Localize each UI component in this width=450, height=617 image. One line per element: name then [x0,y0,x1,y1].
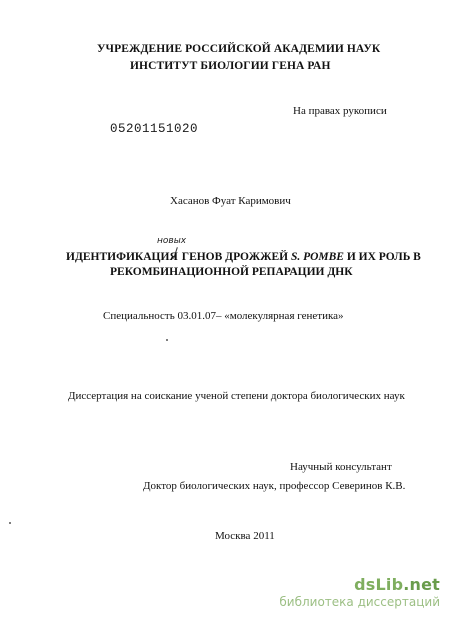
institution-header-line1: УЧРЕЖДЕНИЕ РОССИЙСКОЙ АКАДЕМИИ НАУК [97,43,381,55]
dissertation-type: Диссертация на соискание ученой степени доктора биологических наук [68,390,405,402]
thesis-title-line1 [66,252,421,264]
watermark-subtitle: библиотека диссертаций [279,595,440,609]
thesis-title-line2: РЕКОМБИНАЦИОННОЙ РЕПАРАЦИИ ДНК [110,266,353,278]
title-part-identification: ИДЕНТИФИКАЦИЯ [66,251,178,263]
handwritten-insert: новых [157,236,187,246]
title-part-genes: ГЕНОВ ДРОЖЖЕЙ [181,251,291,263]
registration-number: 05201151020 [110,122,199,136]
title-part-role: И ИХ РОЛЬ В [343,251,421,263]
specialty-line: Специальность 03.01.07– «молекулярная генетика» [103,310,344,322]
watermark-brand: dsLib.net [354,575,440,594]
species-name: S. POMBE [290,251,344,263]
consultant-label: Научный консультант [290,461,392,473]
rights-note: На правах рукописи [293,105,387,117]
scan-speck [166,339,168,341]
scan-speck-left [9,522,11,524]
watermark-dslib [279,575,440,609]
author-name: Хасанов Фуат Каримович [170,195,291,207]
institution-header-line2: ИНСТИТУТ БИОЛОГИИ ГЕНА РАН [130,60,331,72]
consultant-name: Доктор биологических наук, профессор Северинов К.В. [143,480,406,492]
place-and-year: Москва 2011 [215,530,275,542]
